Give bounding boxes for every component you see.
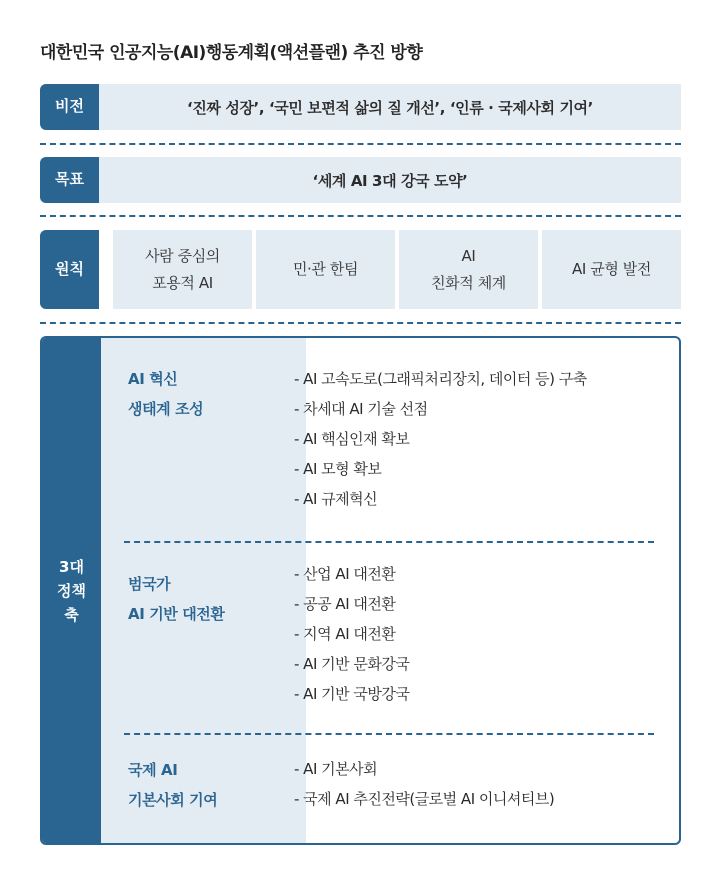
policy-3-items: [294, 754, 554, 814]
policy-axes-label: [42, 338, 101, 843]
policy-title-line: 기본사회 기여: [128, 791, 218, 809]
list-item: - AI 핵심인재 확보: [294, 430, 410, 448]
page-title: 대한민국 인공지능(AI)행동계획(액션플랜) 추진 방향: [40, 43, 423, 63]
list-item: - AI 기반 문화강국: [294, 655, 410, 673]
policy-1-title: [128, 364, 203, 424]
principles-label: 원칙: [40, 230, 99, 309]
list-item: - 국제 AI 추진전략(글로벌 AI 이니셔티브): [294, 790, 555, 808]
principle-line: 포용적 AI: [152, 273, 213, 292]
list-item: - AI 모형 확보: [294, 460, 382, 478]
vision-label: 비전: [40, 84, 99, 130]
policy-2-title: [128, 569, 225, 629]
principle-line: AI 균형 발전: [572, 260, 651, 279]
list-item: - AI 기본사회: [294, 760, 378, 778]
principle-line: AI: [461, 247, 476, 266]
policy-1-items: [294, 364, 587, 514]
policy-title-line: 국제 AI: [128, 761, 178, 779]
policy-3-title: [128, 755, 217, 815]
principle-ai-friendly: [399, 230, 538, 309]
policy-divider: [124, 541, 654, 543]
policy-title-line: 범국가: [128, 575, 171, 593]
axes-label-line: 3대: [59, 557, 84, 576]
axes-label-line: 축: [64, 605, 79, 624]
principle-public-private: [256, 230, 395, 309]
divider: [40, 215, 681, 217]
policy-divider: [124, 733, 654, 735]
policy-title-line: AI 기반 대전환: [128, 605, 225, 623]
list-item: - 산업 AI 대전환: [294, 565, 396, 583]
principle-people-centered: [113, 230, 252, 309]
principle-line: 사람 중심의: [145, 247, 220, 266]
list-item: - 지역 AI 대전환: [294, 625, 396, 643]
principle-line: 민·관 한팀: [292, 260, 359, 279]
policy-axes-panel: [40, 336, 681, 845]
principle-balanced-development: [542, 230, 681, 309]
divider: [40, 322, 681, 324]
axes-label-line: 정책: [57, 581, 86, 600]
goal-label: 목표: [40, 157, 99, 203]
list-item: - 공공 AI 대전환: [294, 595, 396, 613]
list-item: - AI 규제혁신: [294, 490, 378, 508]
list-item: - 차세대 AI 기술 선점: [294, 400, 428, 418]
list-item: - AI 기반 국방강국: [294, 685, 410, 703]
list-item: - AI 고속도로(그래픽처리장치, 데이터 등) 구축: [294, 370, 587, 388]
vision-text: ‘진짜 성장’, ‘국민 보편적 삶의 질 개선’, ‘인류 · 국제사회 기여’: [99, 84, 681, 130]
policy-title-line: 생태계 조성: [128, 400, 204, 418]
policy-title-line: AI 혁신: [128, 370, 178, 388]
divider: [40, 143, 681, 145]
policy-2-items: [294, 559, 409, 709]
principle-line: 친화적 체계: [431, 273, 506, 292]
goal-text: ‘세계 AI 3대 강국 도약’: [99, 157, 681, 203]
